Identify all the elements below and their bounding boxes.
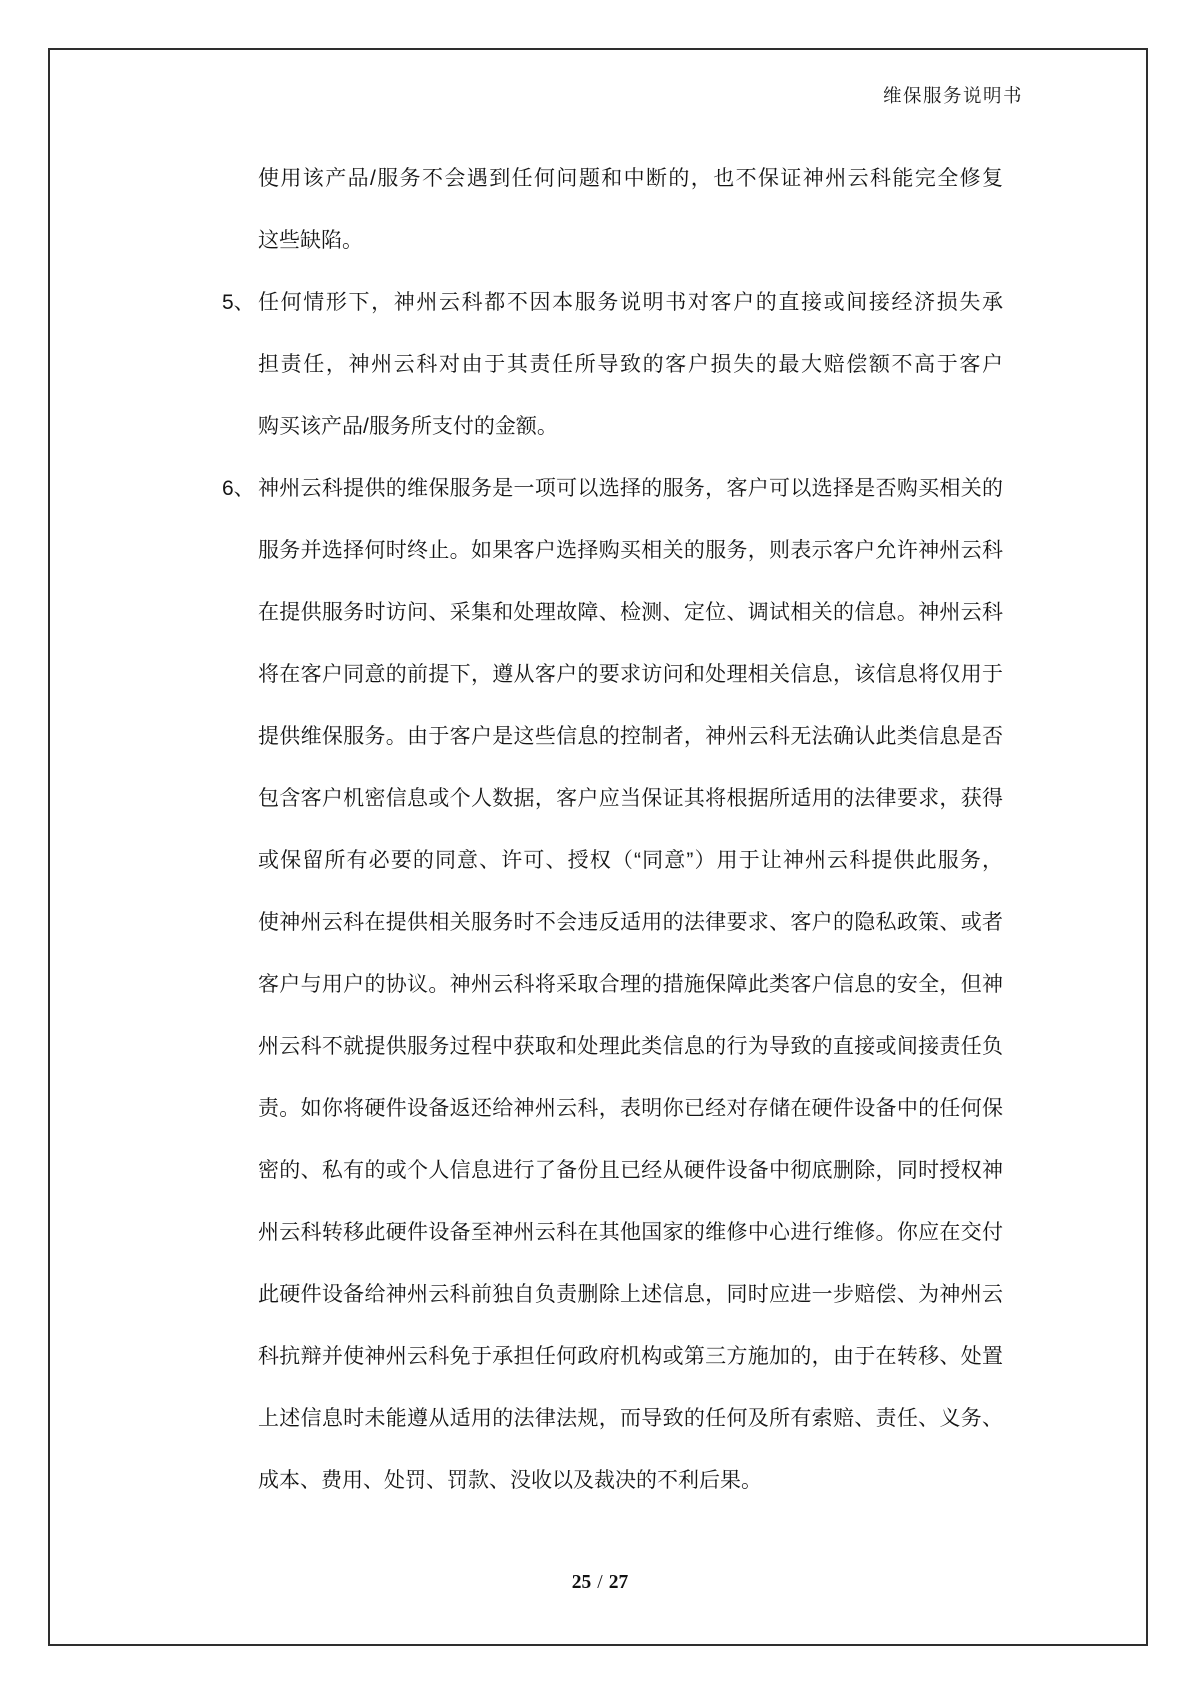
text-line: 成本、费用、处罚、罚款、没收以及裁决的不利后果。 bbox=[258, 1469, 762, 1492]
list-number: 6、 bbox=[222, 477, 255, 500]
text-line: 服务并选择何时终止。如果客户选择购买相关的服务，则表示客户允许神州云科 bbox=[258, 539, 1003, 562]
text-line: 将在客户同意的前提下，遵从客户的要求访问和处理相关信息，该信息将仅用于 bbox=[258, 663, 1003, 686]
text-line: 使用该产品/服务不会遇到任何问题和中断的，也不保证神州云科能完全修复 bbox=[258, 167, 1003, 190]
text-line: 任何情形下，神州云科都不因本服务说明书对客户的直接或间接经济损失承 bbox=[258, 291, 1003, 314]
list-item-6 bbox=[222, 458, 1003, 1512]
text-line: 此硬件设备给神州云科前独自负责删除上述信息，同时应进一步赔偿、为神州云 bbox=[258, 1283, 1003, 1306]
text-line: 在提供服务时访问、采集和处理故障、检测、定位、调试相关的信息。神州云科 bbox=[258, 601, 1003, 624]
total-page-number: 27 bbox=[608, 1572, 629, 1593]
document-body bbox=[222, 148, 1003, 1512]
text-line: 包含客户机密信息或个人数据，客户应当保证其将根据所适用的法律要求，获得 bbox=[258, 787, 1003, 810]
text-line: 提供维保服务。由于客户是这些信息的控制者，神州云科无法确认此类信息是否 bbox=[258, 725, 1003, 748]
list-number: 5、 bbox=[222, 291, 255, 314]
text-line: 州云科不就提供服务过程中获取和处理此类信息的行为导致的直接或间接责任负 bbox=[258, 1035, 1003, 1058]
text-line: 使神州云科在提供相关服务时不会违反适用的法律要求、客户的隐私政策、或者 bbox=[258, 911, 1003, 934]
list-item-5 bbox=[222, 272, 1003, 458]
text-line: 密的、私有的或个人信息进行了备份且已经从硬件设备中彻底删除，同时授权神 bbox=[258, 1159, 1003, 1182]
text-line: 或保留所有必要的同意、许可、授权（“同意”）用于让神州云科提供此服务， bbox=[258, 849, 1003, 872]
text-line: 州云科转移此硬件设备至神州云科在其他国家的维修中心进行维修。你应在交付 bbox=[258, 1221, 1003, 1244]
current-page-number: 25 bbox=[571, 1572, 592, 1593]
text-line: 责。如你将硬件设备返还给神州云科，表明你已经对存储在硬件设备中的任何保 bbox=[258, 1097, 1003, 1120]
page-footer bbox=[0, 1572, 1200, 1594]
text-line: 购买该产品/服务所支付的金额。 bbox=[258, 415, 558, 438]
text-line: 客户与用户的协议。神州云科将采取合理的措施保障此类客户信息的安全，但神 bbox=[258, 973, 1003, 996]
document-header-title: 维保服务说明书 bbox=[882, 85, 1023, 106]
paragraph-continuation bbox=[258, 148, 1003, 272]
text-line: 担责任，神州云科对由于其责任所导致的客户损失的最大赔偿额不高于客户 bbox=[258, 353, 1003, 376]
text-line: 科抗辩并使神州云科免于承担任何政府机构或第三方施加的，由于在转移、处置 bbox=[258, 1345, 1003, 1368]
text-line: 上述信息时未能遵从适用的法律法规，而导致的任何及所有索赔、责任、义务、 bbox=[258, 1407, 1003, 1430]
page-number-separator: / bbox=[597, 1572, 603, 1593]
text-line: 神州云科提供的维保服务是一项可以选择的服务，客户可以选择是否购买相关的 bbox=[258, 477, 1003, 500]
text-line: 这些缺陷。 bbox=[258, 229, 363, 252]
